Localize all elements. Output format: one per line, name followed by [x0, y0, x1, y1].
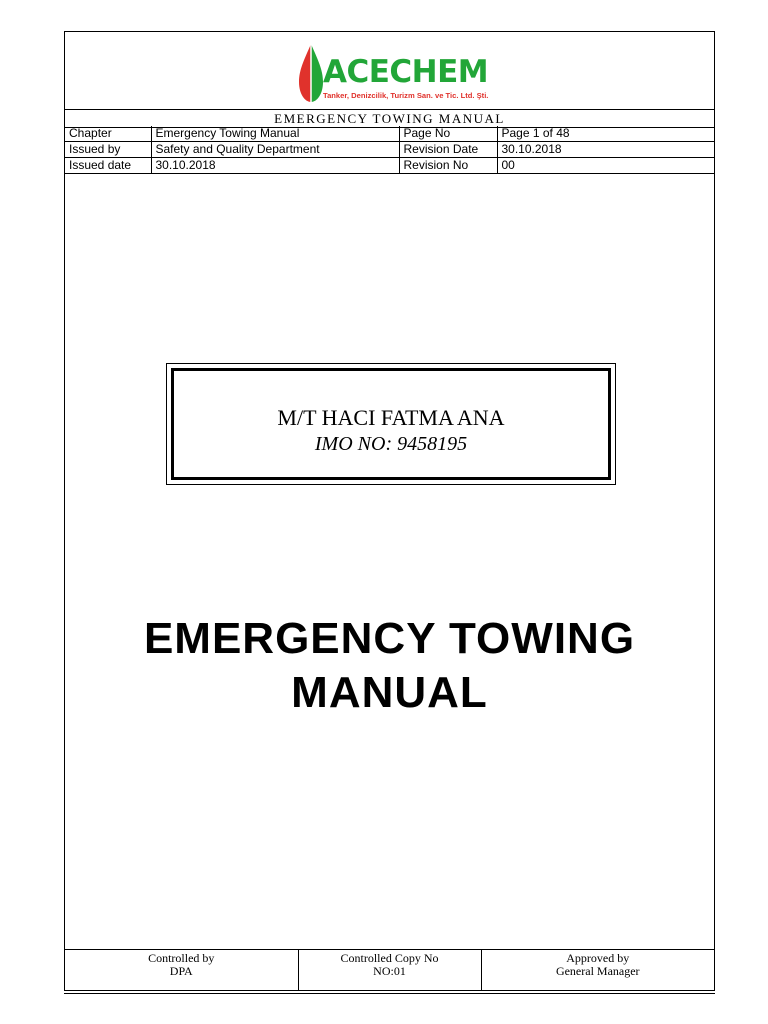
table-row [65, 142, 714, 158]
page-no-value: Page 1 of 48 [497, 126, 714, 142]
revision-no-label: Revision No [399, 158, 497, 174]
controlled-by-value: DPA [169, 964, 193, 978]
bottom-rule-divider [64, 993, 715, 994]
controlled-copy-cell [298, 950, 481, 991]
controlled-copy-label: Controlled Copy No [340, 951, 439, 965]
issued-date-label: Issued date [65, 158, 151, 174]
document-meta-table [65, 126, 714, 174]
vessel-info-inner-border [171, 368, 611, 480]
logo-tagline: Tanker, Denizcilik, Turizm San. ve Tic. Ltd. Şti. [323, 91, 489, 100]
header-document-title: EMERGENCY TOWING MANUAL [65, 109, 714, 128]
controlled-by-cell [65, 950, 298, 991]
vessel-info-box [166, 363, 616, 485]
chapter-label: Chapter [65, 126, 151, 142]
document-page-frame [64, 31, 715, 991]
logo-wordmark: ACECHEM [323, 54, 489, 90]
vessel-imo-number: IMO NO: 9458195 [314, 433, 468, 455]
main-title-line-2: MANUAL [291, 668, 488, 717]
approved-by-cell [481, 950, 714, 991]
vessel-name: M/T HACI FATMA ANA [277, 405, 505, 430]
controlled-by-label: Controlled by [148, 951, 215, 965]
revision-no-value: 00 [497, 158, 714, 174]
revision-date-value: 30.10.2018 [497, 142, 714, 158]
table-row [65, 950, 714, 991]
approved-by-value: General Manager [555, 964, 640, 978]
chapter-value: Emergency Towing Manual [151, 126, 399, 142]
revision-date-label: Revision Date [399, 142, 497, 158]
signature-footer-table [65, 949, 714, 990]
table-row [65, 126, 714, 142]
issued-date-value: 30.10.2018 [151, 158, 399, 174]
issued-by-value: Safety and Quality Department [151, 142, 399, 158]
approved-by-label: Approved by [566, 951, 630, 965]
main-title-line-1: EMERGENCY TOWING [143, 614, 636, 663]
table-row [65, 158, 714, 174]
page-no-label: Page No [399, 126, 497, 142]
controlled-copy-value: NO:01 [373, 964, 406, 978]
main-title [65, 612, 714, 720]
issued-by-label: Issued by [65, 142, 151, 158]
company-logo [295, 42, 495, 112]
